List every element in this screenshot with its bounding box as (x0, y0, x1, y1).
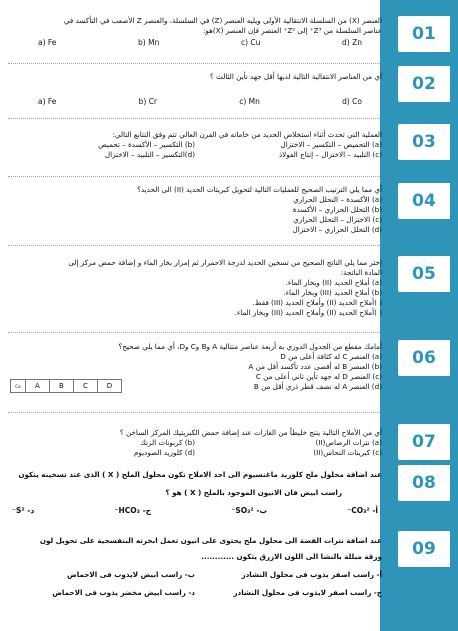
question-text: أي من الأملاح التالية ينتج خليطاً من الغازات عند إضافة حمض الكبريتيك المركز الساخن ؟ (119, 428, 382, 437)
question-text: أي من العناصر الانتقالية التالية لديها أقل جهد تأين الثالث ؟ (209, 72, 382, 81)
option[interactable]: (a) أملاح الحديد (II) وبخار الماء. (285, 278, 382, 287)
option[interactable]: (d) التحلل الحراري – الاختزال (292, 225, 382, 234)
option[interactable]: (a) العنصر C له كثافة أعلى من D (280, 352, 382, 361)
option[interactable]: (d)التكسير – التلبيد – الاختزال (104, 150, 195, 159)
question-number: 04 (398, 183, 450, 219)
option[interactable]: (d) كلوريد الصوديوم (133, 448, 195, 457)
option[interactable]: د- راسب ابيض مخضر يذوب فى الاحماض (52, 588, 195, 597)
question-text: أي مما يلي الترتيب الصحيح للعمليات التالية لتحويل كبريتات الحديد (II) الى الحديد؟ (137, 185, 382, 194)
option[interactable]: (b) أملاح الحديد (III) وبخار الماء. (283, 288, 382, 297)
option[interactable]: ج- HCO₃⁻ (114, 506, 152, 515)
question-text: راسب ابيض فان الانيون الموجود بالملح ( X ) هو ؟ (165, 488, 342, 497)
question-text: عند اضافة نترات الفضة الى محلول ملح يحتوى على انيون تعمل ابخرته البنفسجية على تحويل لون (39, 536, 382, 545)
question-block (8, 185, 382, 235)
question-block (8, 72, 382, 107)
question-number: 03 (398, 124, 450, 160)
option[interactable]: (c) التلبيد – الاختزال – إنتاج الفولاذ (278, 150, 382, 159)
option[interactable]: ج- راسب اصفر لايذوب فى محلول النشادر (233, 588, 382, 597)
option[interactable]: (b) العنصر B له أقصى عدد تأكسد أقل من A (248, 362, 382, 371)
option[interactable]: a) Fe (38, 97, 57, 106)
options-grid (8, 448, 382, 458)
question-text: أمامك مقطع من الجدول الدوري به أربعة عناصر متتالية A وB وC وD، أي مما يلي صحيح؟ (118, 342, 382, 351)
question-number: 08 (398, 465, 450, 501)
options-row (8, 506, 382, 516)
question-number: 05 (398, 256, 450, 292)
option[interactable]: ب- راسب ابيض لايذوب فى الاحماض (67, 570, 195, 579)
periodic-table-segment (10, 379, 122, 393)
option[interactable]: a) Fe (38, 38, 57, 47)
question-block (8, 258, 382, 318)
table-cell: Ca (11, 380, 26, 392)
question-block (8, 428, 382, 458)
question-text: العملية التي تحدث أثناء استخلاص الحديد من خاماته في الفرن العالي تتم وفق التتابع التالي: (112, 130, 382, 139)
option[interactable]: c) Mn (239, 97, 260, 106)
question-number: 09 (398, 531, 450, 567)
options-grid (8, 588, 382, 598)
question-text: عناصر السلسلة من Z³⁺ إلى Z²⁺ العنصر فإن العنصر (X)هو: (202, 26, 382, 35)
divider (8, 412, 380, 413)
option[interactable]: d) Zn (342, 38, 362, 47)
option[interactable]: (a) الأكسدة – التحلل الحراري (293, 195, 382, 204)
divider (8, 118, 380, 119)
option[interactable]: c) Cu (240, 38, 261, 47)
question-block (8, 470, 382, 516)
option[interactable]: (a) التحميص – التكسير – الاختزال (280, 140, 382, 149)
option[interactable]: ب- SO₃²⁻ (231, 506, 267, 515)
options-grid (8, 140, 382, 150)
question-text: المادة الناتجة: (340, 268, 382, 277)
question-text: العنصر (X) من السلسلة الانتقالية الأولى ويليه العنصر (Z) في السلسلة، والعنصر Z الأصعب في التأكسد في (63, 16, 382, 25)
option[interactable]: d) Co (342, 97, 362, 106)
option[interactable]: أ- راسب اصفر يذوب فى محلول النشادر (241, 570, 382, 579)
option[interactable]: b) Mn (138, 38, 160, 47)
options-grid (8, 438, 382, 448)
option[interactable]: (b) كربونات الزنك (139, 438, 195, 447)
option[interactable]: د- S²⁻ (12, 506, 35, 515)
option[interactable]: ( )أملاح الحديد (II) وأملاح الحديد (III) فقط. (252, 298, 382, 307)
option[interactable]: أ- CO₃²⁻ (347, 506, 378, 515)
divider (8, 245, 380, 246)
option[interactable]: (c) الاختزال – التحلل الحراري (293, 215, 382, 224)
question-number: 01 (398, 16, 450, 52)
question-block (8, 130, 382, 160)
question-block (8, 536, 382, 598)
question-number: 02 (398, 66, 450, 102)
option[interactable]: (b) التحلل الحراري – الأكسدة (292, 205, 382, 214)
question-text: عند اضافة محلول ملح كلوريد ماغنسيوم الى احد الاملاح تكون محلول الملح ( X ) الذى عند تسخينه يتكون (18, 470, 382, 479)
option[interactable]: (c) العنصر D له جهد تأين ثاني أعلى من C (255, 372, 382, 381)
table-cell: A (26, 380, 50, 392)
question-text: إختر مما يلي الناتج الصحيح من تسخين الحديد لدرجة الاحمرار ثم إمرار بخار الماء و إضافة حمض مركز إلى (68, 258, 382, 267)
divider (8, 63, 380, 64)
question-text: ورقة مبللة بالنشا الى اللون الازرق يتكون ............ (201, 552, 382, 561)
question-number: 07 (398, 424, 450, 460)
question-number: 06 (398, 340, 450, 376)
option[interactable]: ( )أملاح الحديد (II) وأملاح الحديد (III) وبخار الماء. (234, 308, 382, 317)
table-cell: C (74, 380, 98, 392)
options-row (8, 38, 382, 48)
question-block (8, 16, 382, 48)
options-grid (8, 570, 382, 580)
option[interactable]: b) Cr (138, 97, 158, 106)
option[interactable]: (d) العنصر A له نصف قطر ذري أقل من B (253, 382, 382, 391)
options-row (8, 97, 382, 107)
table-cell: D (106, 382, 113, 390)
divider (8, 176, 380, 177)
divider (8, 332, 380, 333)
option[interactable]: (c) كبريتات النحاس(II) (313, 448, 382, 457)
options-grid (8, 150, 382, 160)
option[interactable]: (b) التكسير – الأكسدة – تحميص (98, 140, 195, 149)
table-cell: B (50, 380, 74, 392)
option[interactable]: (a) نترات الرصاص(II) (315, 438, 382, 447)
